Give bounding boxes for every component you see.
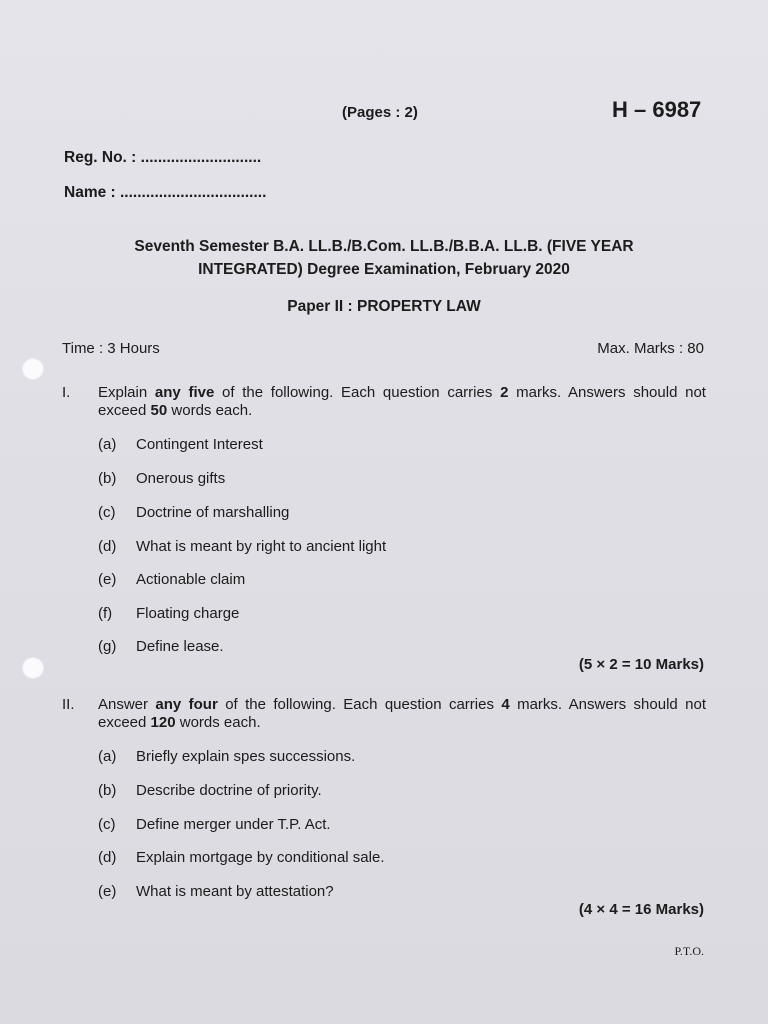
question-item: (d) Explain mortgage by conditional sale. <box>98 849 385 866</box>
reg-no-field: Reg. No. : ............................ <box>64 149 262 166</box>
question-item: (f) Floating charge <box>98 605 240 622</box>
section-instructions: Answer any four of the following. Each question carries 4 marks. Answers should not exceed 120 words each. <box>98 696 706 731</box>
section-marks: (5 × 2 = 10 Marks) <box>578 656 704 673</box>
name-field: Name : .................................. <box>64 184 267 201</box>
time-allowed: Time : 3 Hours <box>62 340 160 357</box>
punch-hole-bottom <box>22 657 44 679</box>
section-instructions: Explain any five of the following. Each question carries 2 marks. Answers should not exceed 50 words each. <box>98 384 706 419</box>
exam-title-line2: INTEGRATED) Degree Examination, February 2020 <box>198 261 570 278</box>
question-item: (a) Contingent Interest <box>98 436 263 453</box>
page-count: (Pages : 2) <box>342 104 418 121</box>
section-marks: (4 × 4 = 16 Marks) <box>578 901 704 918</box>
paper-title: Paper II : PROPERTY LAW <box>287 298 481 315</box>
section-number: I. <box>62 384 71 401</box>
question-item: (a) Briefly explain spes successions. <box>98 748 356 765</box>
paper-code: H – 6987 <box>612 97 702 122</box>
question-item: (g) Define lease. <box>98 638 224 655</box>
section-number: II. <box>62 696 75 713</box>
pto-note: P.T.O. <box>674 944 704 958</box>
question-item: (c) Doctrine of marshalling <box>98 504 290 521</box>
question-item: (b) Describe doctrine of priority. <box>98 782 322 799</box>
question-item: (d) What is meant by right to ancient light <box>98 538 387 555</box>
max-marks: Max. Marks : 80 <box>597 340 704 357</box>
exam-title-line1: Seventh Semester B.A. LL.B./B.Com. LL.B./B.B.A. LL.B. (FIVE YEAR <box>134 238 634 255</box>
question-item: (e) What is meant by attestation? <box>98 883 334 900</box>
question-item: (b) Onerous gifts <box>98 470 226 487</box>
punch-hole-top <box>22 358 44 380</box>
question-item: (c) Define merger under T.P. Act. <box>98 816 331 833</box>
question-item: (e) Actionable claim <box>98 571 246 588</box>
